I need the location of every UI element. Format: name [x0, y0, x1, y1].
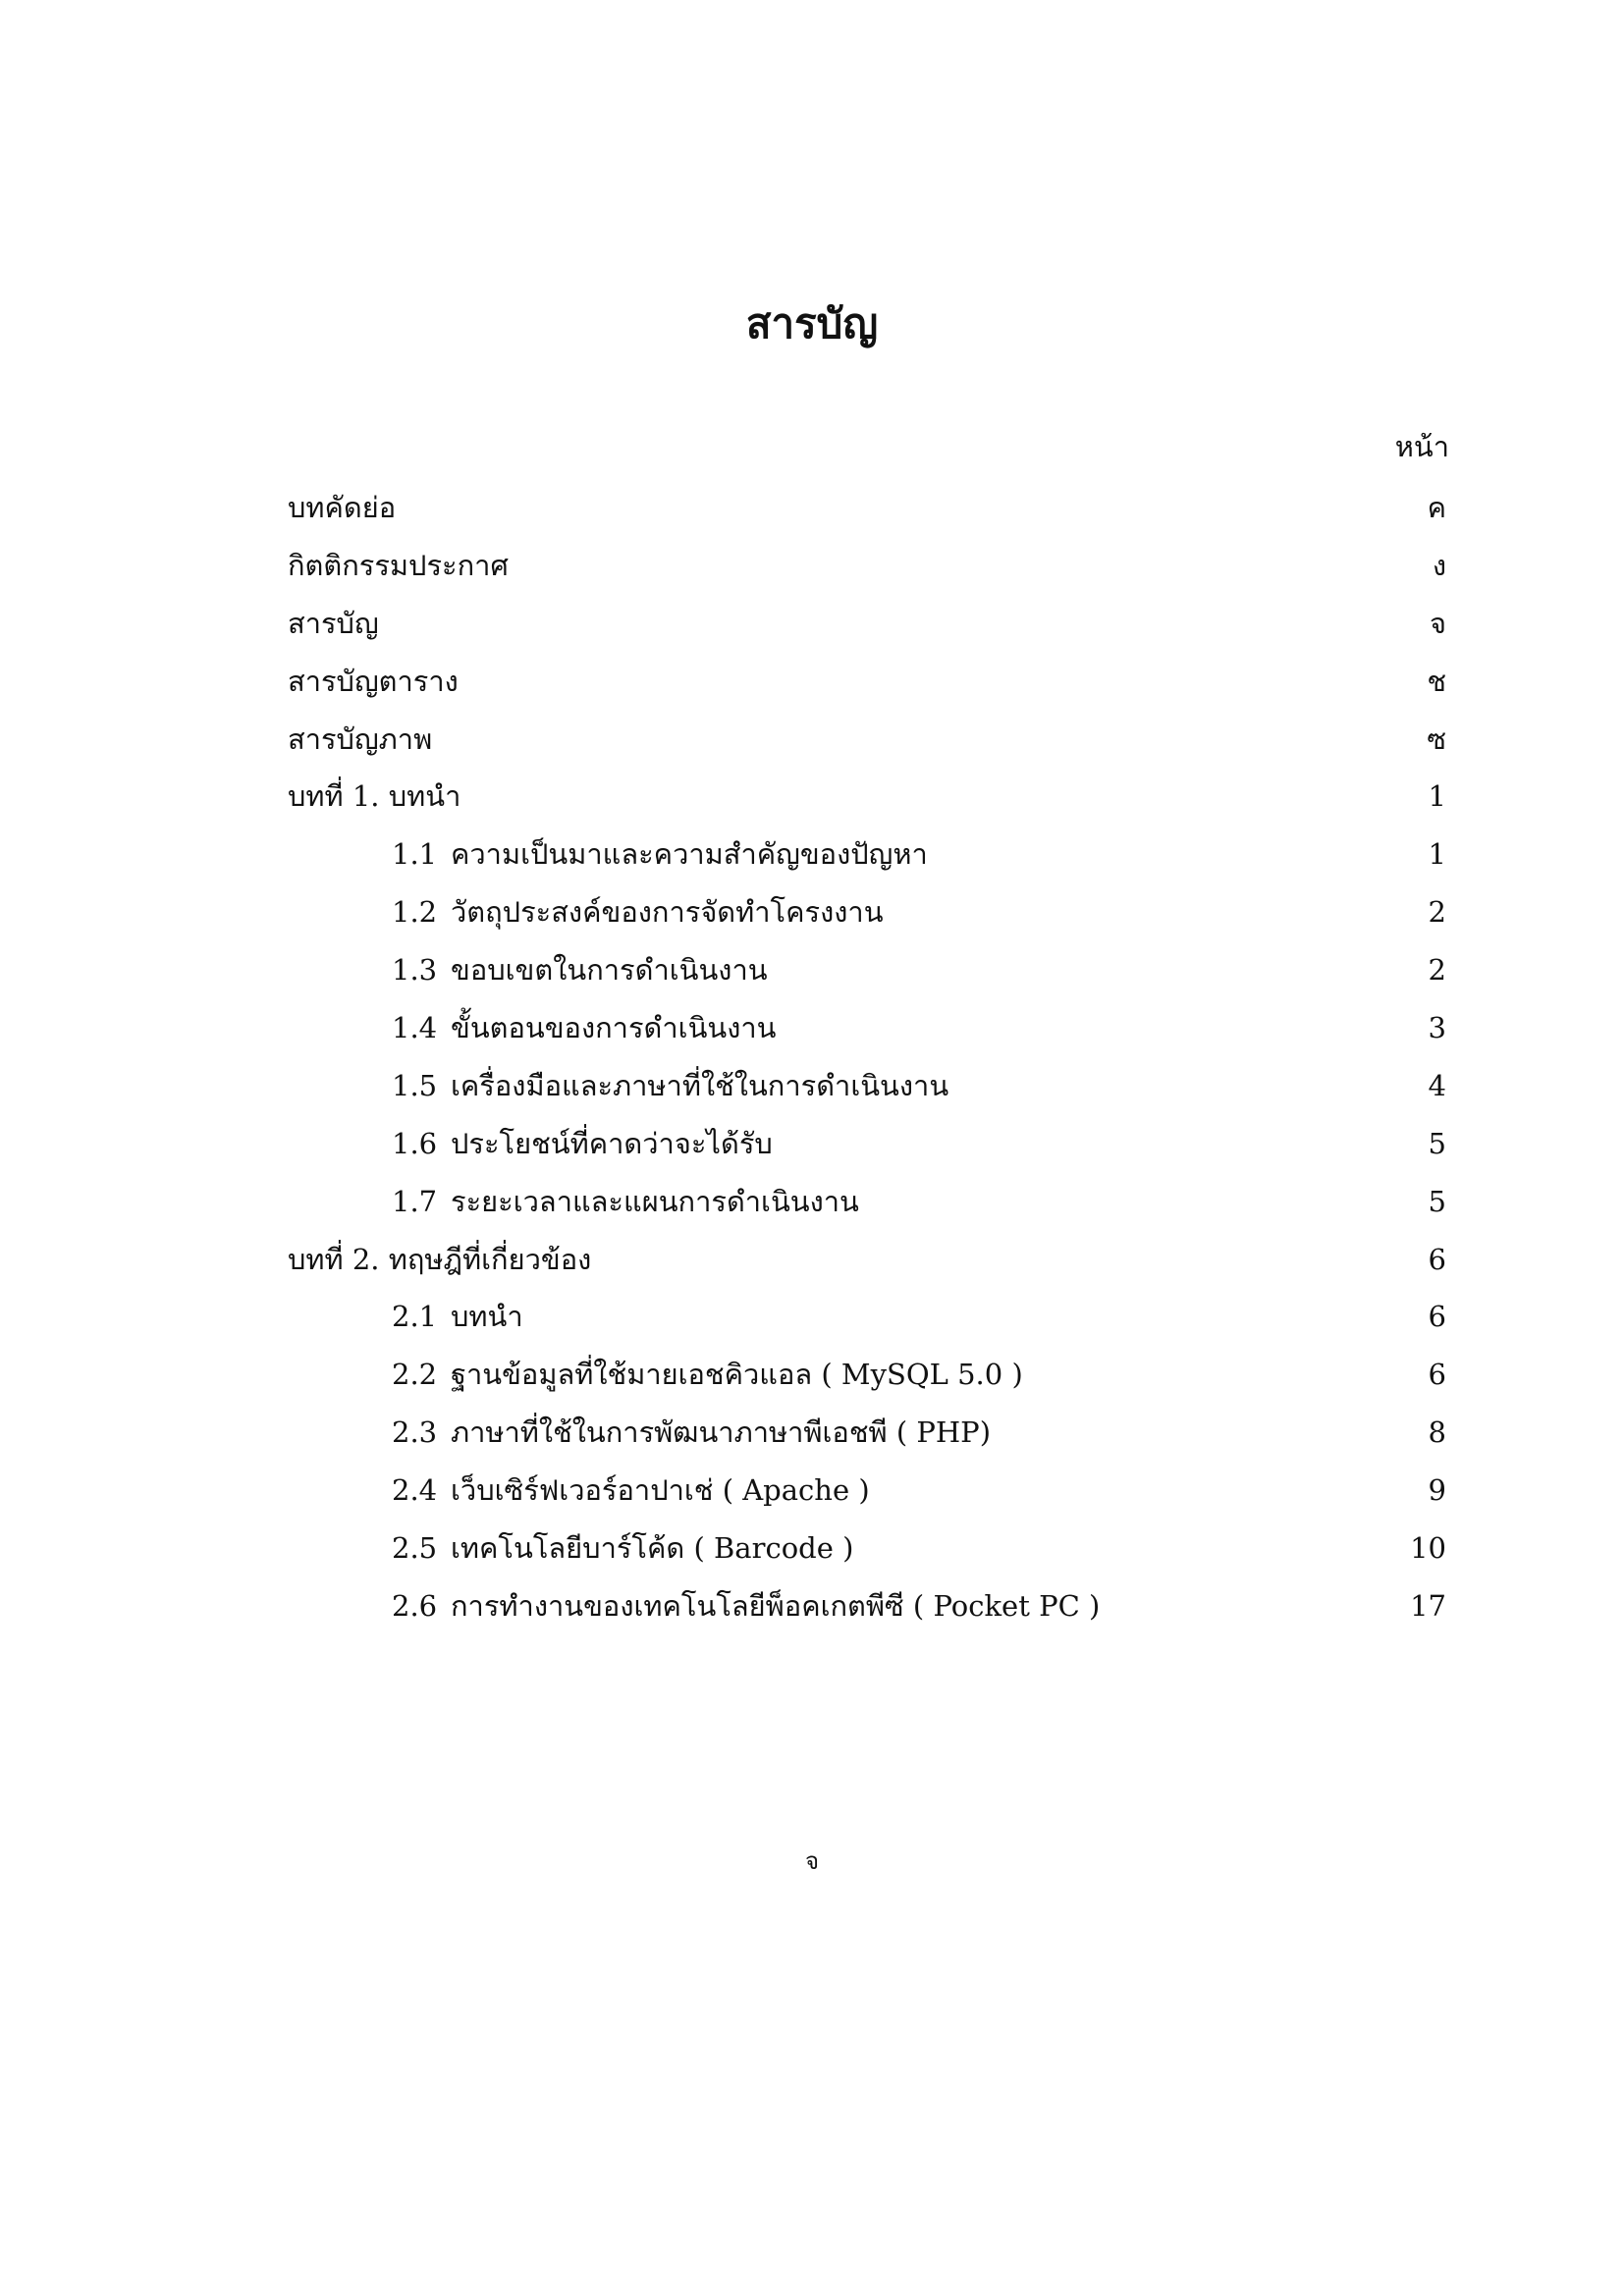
toc-entry — [288, 1462, 1446, 1520]
toc-entry-number: 2.2 — [392, 1358, 438, 1392]
toc-entry-number: 2.1 — [392, 1300, 438, 1334]
toc-entry — [288, 653, 1446, 711]
toc-entry-number: 1.6 — [392, 1126, 438, 1160]
toc-entry-label — [288, 953, 768, 987]
toc-entry-text: กิตติกรรมประกาศ — [288, 548, 509, 582]
toc-entry-text: ขอบเขตในการดำเนินงาน — [451, 953, 768, 988]
toc-entry-number: 1.7 — [392, 1184, 438, 1218]
toc-entry-text: เครื่องมือและภาษาที่ใช้ในการดำเนินงาน — [451, 1068, 949, 1102]
toc-entry — [288, 999, 1446, 1057]
toc-entry-page: 5 — [1428, 1126, 1446, 1160]
toc-entry-label — [288, 1127, 773, 1160]
toc-entry — [288, 883, 1446, 941]
toc-entry-page: 9 — [1428, 1473, 1446, 1508]
toc-entry-page: 6 — [1428, 1358, 1446, 1392]
toc-entry-label — [288, 1069, 948, 1102]
toc-entry-page: 1 — [1428, 837, 1446, 872]
toc-entry-text: สารบัญภาพ — [288, 721, 433, 756]
toc-entry — [288, 1231, 1446, 1289]
toc-entry — [288, 1115, 1446, 1173]
toc-entry-text: เว็บเซิร์ฟเวอร์อาปาเช่ ( Apache ) — [451, 1473, 870, 1508]
toc-entry-label — [288, 895, 884, 929]
toc-entry-page: 10 — [1410, 1531, 1446, 1566]
toc-entry-label — [288, 1011, 777, 1044]
toc-entry-page: 2 — [1428, 953, 1446, 988]
toc-entry — [288, 1288, 1446, 1346]
toc-entry-text: ภาษาที่ใช้ในการพัฒนาภาษาพีเอชพี ( PHP) — [451, 1415, 992, 1450]
toc-entry — [288, 941, 1446, 999]
toc-entry-text: บทที่ 1. บทนำ — [288, 779, 461, 814]
toc-entry-text: สารบัญตาราง — [288, 664, 459, 698]
toc-entry-page: จ — [1430, 606, 1446, 640]
toc-entry-text: ระยะเวลาและแผนการดำเนินงาน — [451, 1184, 859, 1218]
toc-entry-label — [288, 1358, 1023, 1391]
toc-entry-text: วัตถุประสงค์ของการจัดทำโครงงาน — [451, 895, 884, 930]
toc-entry — [288, 826, 1446, 883]
toc-entry-page: 5 — [1428, 1184, 1446, 1218]
toc-entry-label — [288, 1589, 1100, 1623]
toc-entry — [288, 1577, 1446, 1635]
toc-entry-label — [288, 1243, 591, 1276]
toc-entry-text: บทที่ 2. ทฤษฎีที่เกี่ยวข้อง — [288, 1242, 592, 1276]
toc-entry-number: 2.6 — [392, 1588, 438, 1623]
toc-entry-page: 1 — [1428, 779, 1446, 814]
toc-entry-label — [288, 549, 509, 582]
toc-entry-label — [288, 1300, 523, 1333]
toc-entry-page: ช — [1427, 664, 1446, 698]
toc-entry-number: 1.3 — [392, 953, 438, 988]
toc-entry-label — [288, 1531, 853, 1565]
toc-entry-page: ซ — [1427, 721, 1446, 756]
toc-entry-label — [288, 491, 396, 524]
toc-entry — [288, 1520, 1446, 1577]
toc-entry-number: 2.5 — [392, 1531, 438, 1566]
toc-entry — [288, 1173, 1446, 1231]
toc-entry-page: 4 — [1428, 1068, 1446, 1102]
toc-entry-page: 2 — [1428, 895, 1446, 930]
toc-entry-text: สารบัญ — [288, 606, 379, 640]
toc-entry-page: 8 — [1428, 1415, 1446, 1450]
toc-entry-text: เทคโนโลยีบาร์โค้ด ( Barcode ) — [451, 1531, 854, 1566]
toc-entry-text: บทนำ — [451, 1300, 523, 1334]
toc-entry-label — [288, 837, 928, 871]
toc-entry-label — [288, 665, 459, 698]
toc-entry — [288, 768, 1446, 826]
toc-entry-number: 1.2 — [392, 895, 438, 930]
toc-entry — [288, 1057, 1446, 1115]
toc-entry-page: 17 — [1410, 1588, 1446, 1623]
toc-entry-page: 6 — [1428, 1242, 1446, 1276]
toc-entry-text: บทคัดย่อ — [288, 491, 397, 524]
toc-entry-page: ค — [1427, 491, 1446, 524]
toc-entry — [288, 595, 1446, 653]
page-column-header: หน้า — [1394, 430, 1449, 463]
toc-entry-label — [288, 779, 460, 813]
page-title: สารบัญ — [745, 299, 879, 347]
toc-entry-number: 2.3 — [392, 1415, 438, 1450]
toc-entry-text: ความเป็นมาและความสำคัญของปัญหา — [451, 837, 928, 872]
toc-entry — [288, 537, 1446, 595]
toc-entry-text: ขั้นตอนของการดำเนินงาน — [451, 1011, 777, 1045]
toc-entry-label — [288, 722, 432, 756]
toc-entry-label — [288, 607, 379, 640]
toc-entry-label — [288, 1473, 870, 1507]
toc-entry-text: การทำงานของเทคโนโลยีพ็อคเกตพีซี ( Pocket PC ) — [451, 1588, 1101, 1623]
toc-entry — [288, 479, 1446, 537]
toc-entry-number: 1.5 — [392, 1068, 438, 1102]
page-number: จ — [804, 1847, 820, 1875]
toc-entry — [288, 711, 1446, 769]
toc-entry-number: 1.4 — [392, 1011, 438, 1045]
toc-entry-page: 6 — [1428, 1300, 1446, 1334]
toc-entry-label — [288, 1185, 859, 1218]
toc-entry-text: ฐานข้อมูลที่ใช้มายเอชคิวแอล ( MySQL 5.0 ) — [451, 1358, 1023, 1392]
toc-entry-number: 1.1 — [392, 837, 438, 872]
toc-entry-text: ประโยชน์ที่คาดว่าจะได้รับ — [451, 1126, 773, 1160]
toc-entry — [288, 1404, 1446, 1462]
toc-entry — [288, 1346, 1446, 1404]
toc-entry-label — [288, 1415, 991, 1449]
table-of-contents — [288, 479, 1446, 1635]
toc-entry-page: ง — [1432, 548, 1446, 582]
toc-entry-page: 3 — [1428, 1011, 1446, 1045]
toc-entry-number: 2.4 — [392, 1473, 438, 1508]
